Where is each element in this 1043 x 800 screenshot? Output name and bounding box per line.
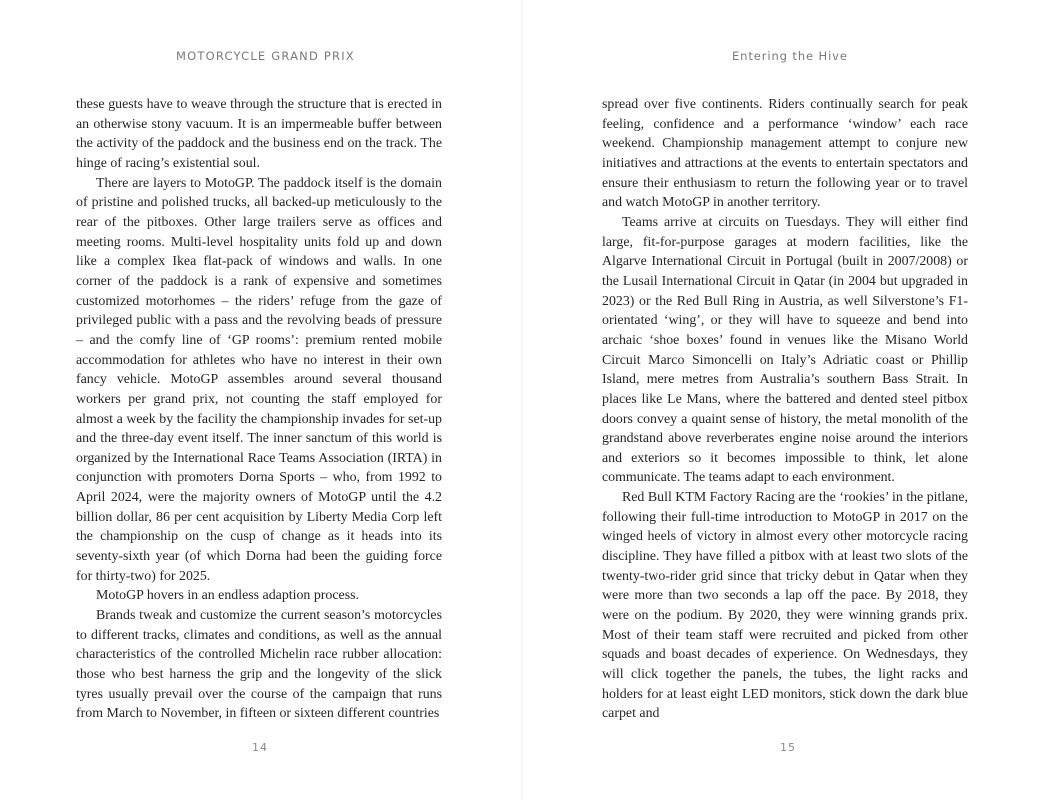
left-body-text — [76, 95, 442, 724]
left-page-number: 14 — [252, 741, 268, 754]
right-body-text — [602, 95, 968, 724]
left-page — [0, 0, 521, 800]
paragraph: these guests have to weave through the structure that is erected in an otherwise stony vacuum. It is an impermeable buffer between the activity of the paddock and the business end on the track. The hinge of racing’s existential soul. — [76, 97, 442, 171]
paragraph: Red Bull KTM Factory Racing are the ‘rookies’ in the pitlane, following their full-time introduction to MotoGP in 2017 on the winged heels of victory in almost every other motorcycle racing discipline. They have filled a pitbox with at least two slots of the twenty-two-rider grid since that tricky debut in Qatar when they were more than two seconds a lap off the pace. By 2018, they were on the podium. By 2020, they were winning grands prix. Most of their team staff were recruited and picked from other squads and boast decades of experience. On Wednesdays, they will click together the panels, the tubes, the light racks and holders for at least eight LED monitors, stick down the dark blue carpet and — [602, 490, 968, 722]
right-running-head: Entering the Hive — [732, 49, 848, 63]
right-page — [522, 0, 1043, 800]
paragraph: MotoGP hovers in an endless adaption process. — [96, 588, 359, 604]
paragraph: spread over five continents. Riders continually search for peak feeling, confidence and a performance ‘window’ each race weekend. Championship management attempt to conjure new initiatives and attractions at the events to entertain spectators and ensure their enthusiasm to return the following year or to travel and watch MotoGP in another territory. — [602, 97, 968, 211]
paragraph: Teams arrive at circuits on Tuesdays. They will either find large, fit-for-purpose garages at modern facilities, like the Algarve International Circuit in Portugal (built in 2007/2008) or the Lusail International Circuit in Qatar (in 2004 but upgraded in 2023) or the Red Bull Ring in Austria, as well Silverstone’s F1-orientated ‘wing’, or they will have to squeeze and bend into archaic ‘shoe boxes’ found in venues like the Misano World Circuit Marco Simoncelli on Italy’s Adriatic coast or Phillip Island, mere metres from Australia’s southern Bass Strait. In places like Le Mans, where the battered and dented steel pitbox doors convey a quaint sense of history, the metal monolith of the grandstand above reverberates engine noise around the interiors and exteriors so it becomes impossible to think, let alone communicate. The teams adapt to each environment. — [602, 214, 968, 486]
paragraph: There are layers to MotoGP. The paddock itself is the domain of pristine and polished trucks, all backed-up meticulously to the rear of the pitboxes. Other large trailers serve as offices and meeting rooms. Multi-level hospitality units fold up and down like a complex Ikea flat-pack of windows and walls. In one corner of the paddock is a rank of expensive and sometimes customized motorhomes – the riders’ refuge from the gaze of privileged public with a pass and the revolving beads of pressure – and the comfy line of ‘GP rooms’: premium rented mobile accommodation for athletes who have no interest in their own fancy vehicle. MotoGP assembles around several thousand workers per grand prix, not counting the staff employed for almost a week by the facility the championship invades for set-up and the three-day event itself. The inner sanctum of this world is organized by the International Race Teams Association (IRTA) in conjunction with promoters Dorna Sports – who, from 1992 to April 2024, were the majority owners of MotoGP until the 4.2 billion dollar, 86 per cent acquisition by Liberty Media Corp left the championship on the cusp of change as it heads into its seventy-sixth year (of which Dorna had been the guiding force for thirty-two) for 2025. — [76, 175, 442, 584]
right-page-number: 15 — [780, 741, 796, 754]
left-running-head: MOTORCYCLE GRAND PRIX — [176, 49, 355, 63]
paragraph: Brands tweak and customize the current season’s motorcycles to different tracks, climates and conditions, as well as the annual characteristics of the controlled Michelin race rubber allocation: those who best harness the grip and the longevity of the slick tyres usually prevail over the course of the campaign that runs from March to November, in fifteen or sixteen different countries — [76, 608, 442, 722]
